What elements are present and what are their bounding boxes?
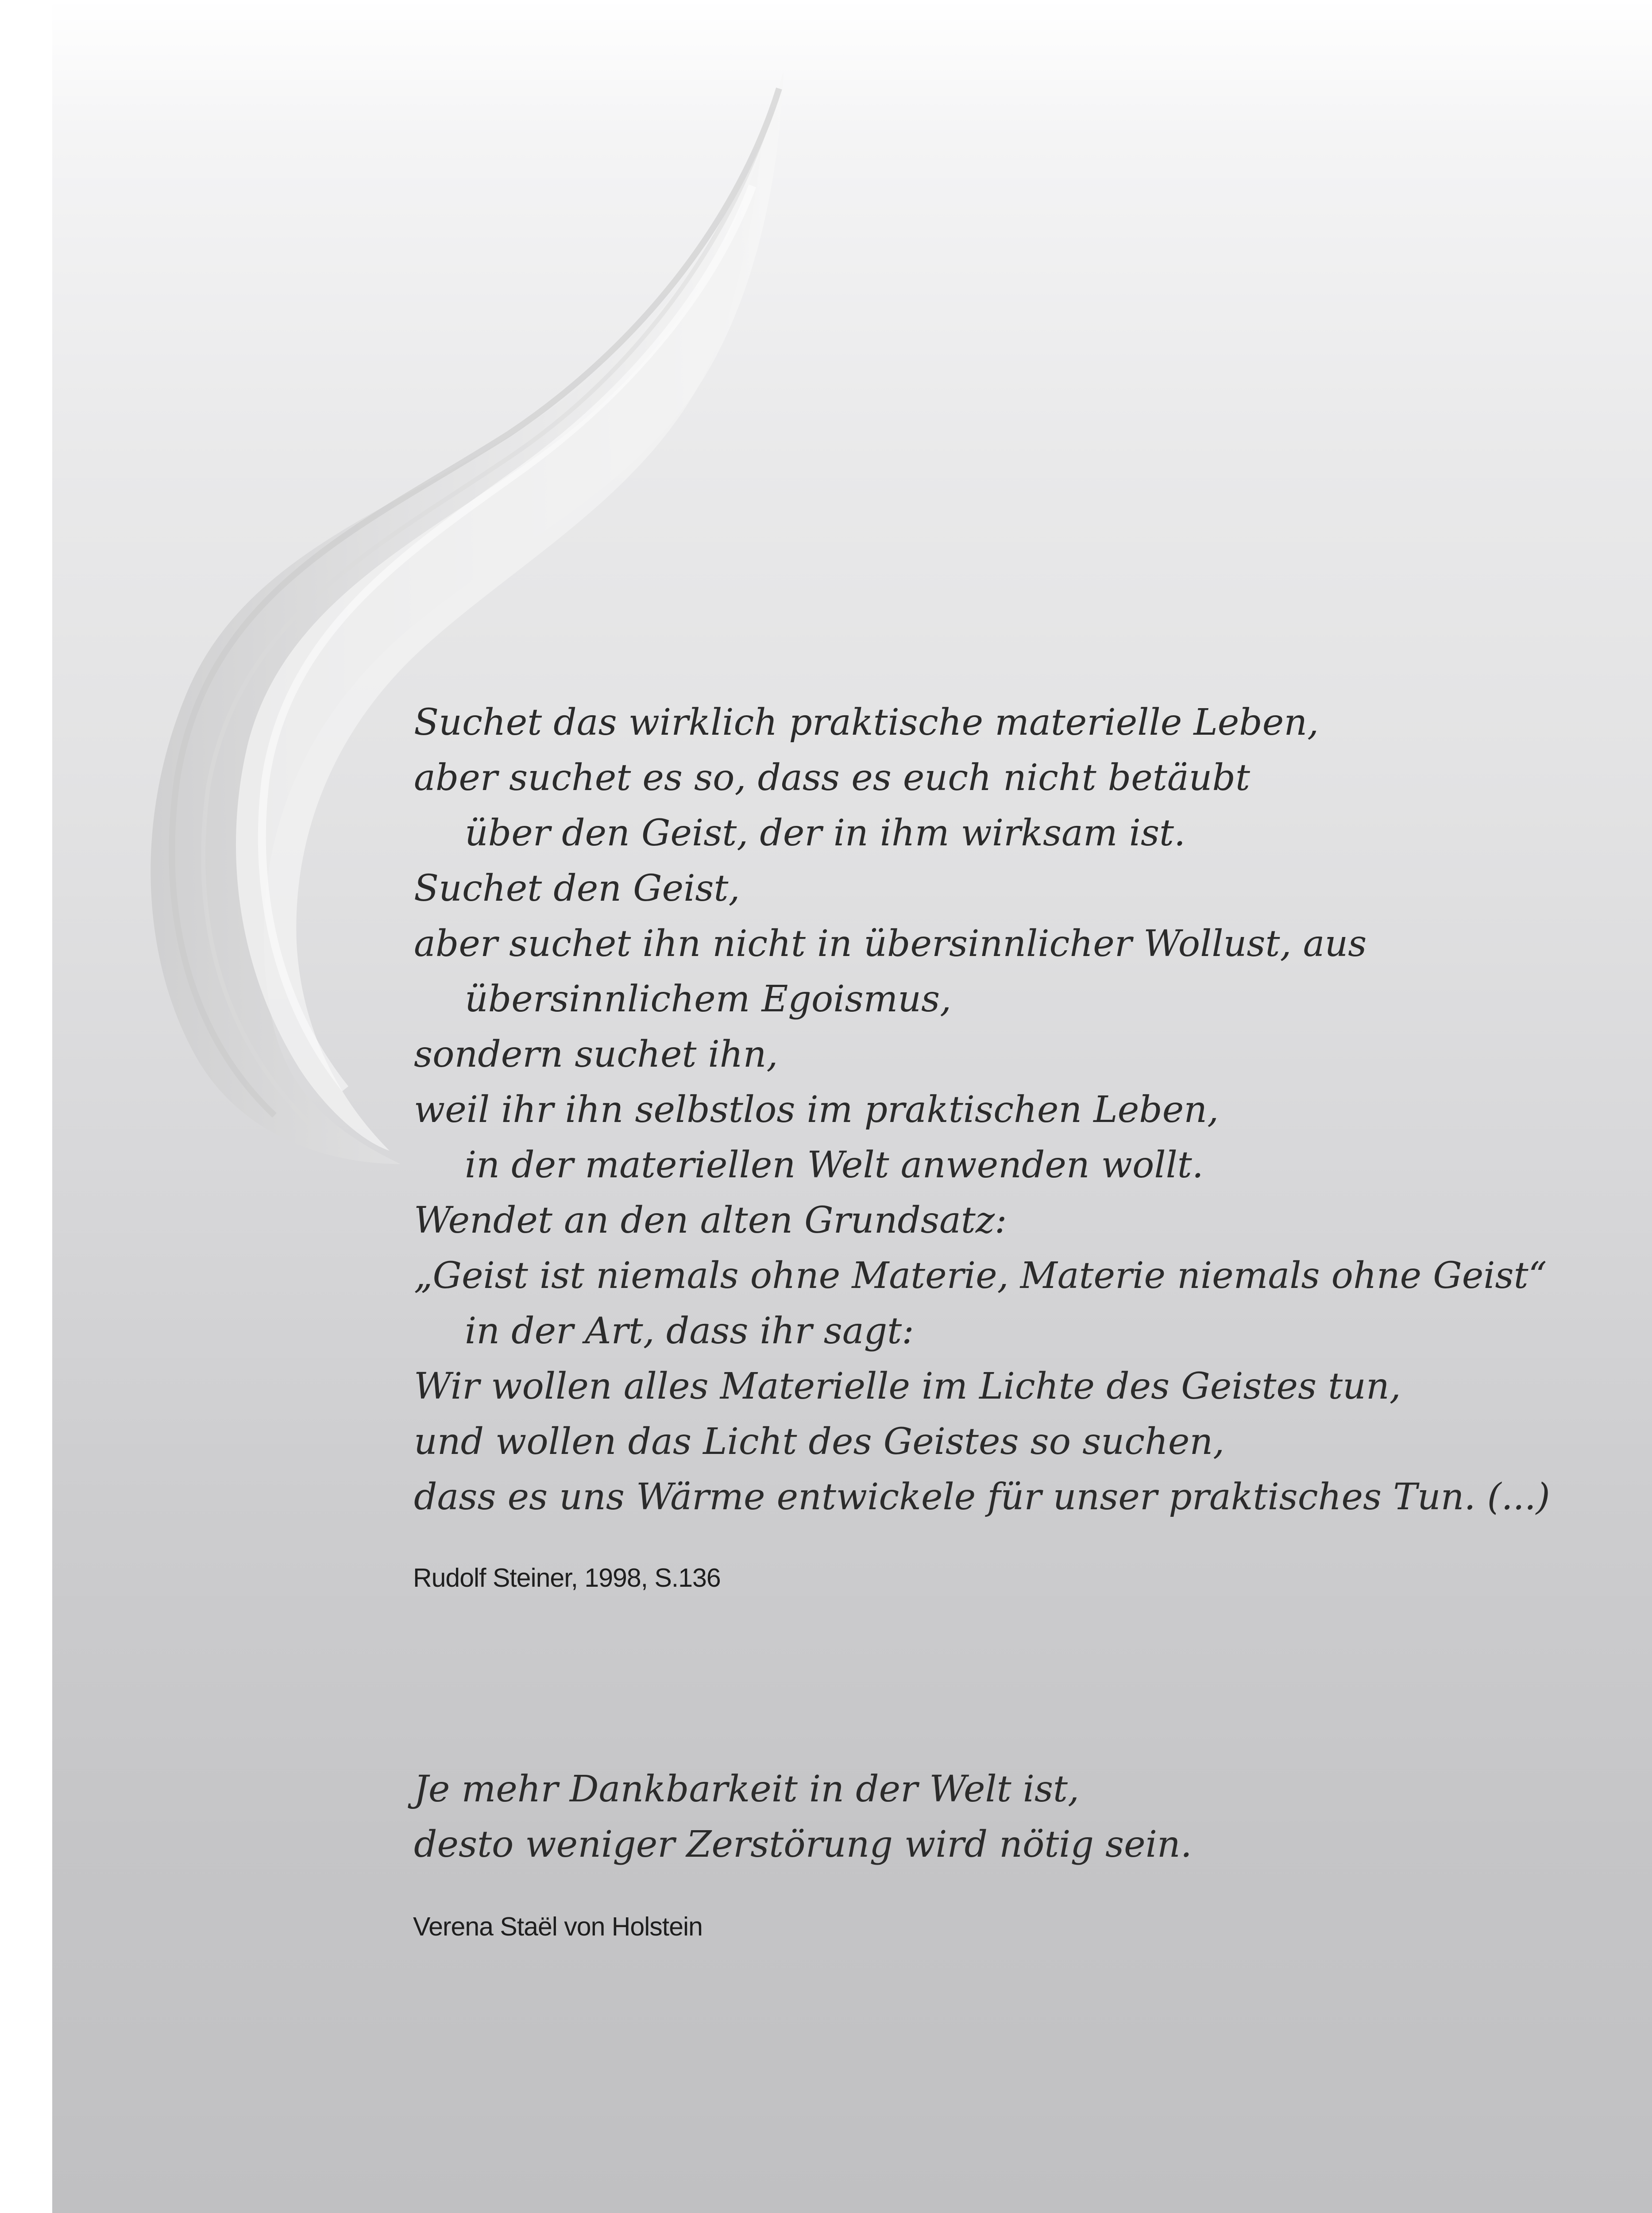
quote-line: aber suchet es so, dass es euch nicht betäubt (414, 757, 1250, 799)
holstein-attribution: Verena Staël von Holstein (413, 1912, 702, 1941)
quote-line: „Geist ist niemals ohne Materie, Materie niemals ohne Geist“ (414, 1255, 1547, 1297)
quote-line: übersinnlichem Egoismus, (465, 978, 952, 1020)
quote-line: über den Geist, der in ihm wirksam ist. (465, 812, 1186, 854)
quote-line: in der Art, dass ihr sagt: (465, 1310, 914, 1352)
quote-line: sondern suchet ihn, (414, 1033, 778, 1076)
quote-line: Wendet an den alten Grundsatz: (414, 1199, 1007, 1241)
quote-line: Suchet den Geist, (414, 867, 740, 910)
quote-line: Je mehr Dankbarkeit in der Welt ist, (414, 1768, 1080, 1810)
quote-line: aber suchet ihn nicht in übersinnlicher Wollust, aus (414, 923, 1367, 965)
steiner-attribution: Rudolf Steiner, 1998, S.136 (413, 1563, 721, 1592)
quote-line: und wollen das Licht des Geistes so suchen, (414, 1421, 1225, 1463)
quote-line: desto weniger Zerstörung wird nötig sein. (414, 1824, 1192, 1866)
quote-line: in der materiellen Welt anwenden wollt. (465, 1144, 1204, 1186)
quote-line: Suchet das wirklich praktische materielle Leben, (414, 702, 1319, 744)
dankbarkeit-quote (414, 1762, 1192, 1872)
quote-line: dass es uns Wärme entwickele für unser praktisches Tun. (...) (414, 1476, 1550, 1518)
quote-line: Wir wollen alles Materielle im Lichte des Geistes tun, (414, 1365, 1401, 1407)
quote-line: weil ihr ihn selbstlos im praktischen Leben, (414, 1089, 1219, 1131)
steiner-quote (414, 695, 1550, 1525)
